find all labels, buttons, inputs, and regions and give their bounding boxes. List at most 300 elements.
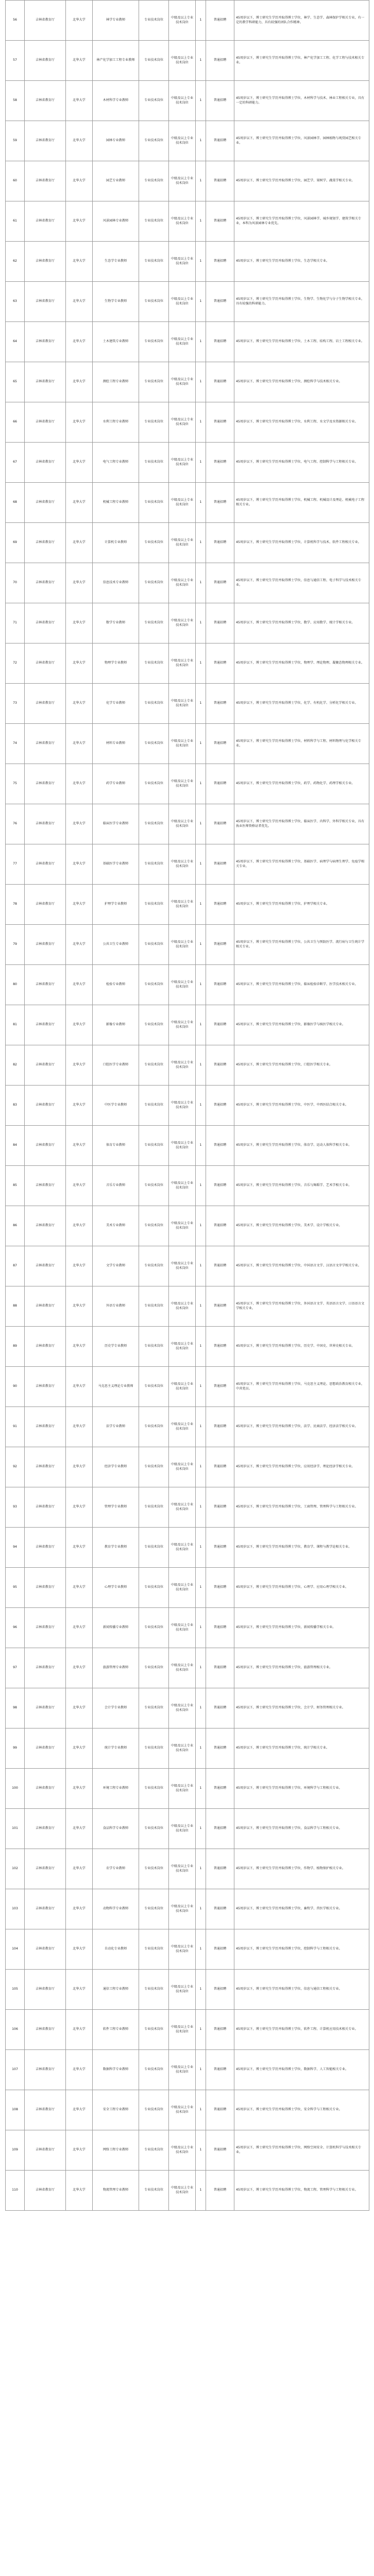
position-name-cell: 历史学专业教师 xyxy=(93,1327,139,1367)
row-number: 78 xyxy=(6,885,25,925)
position-name-cell: 音乐专业教师 xyxy=(93,1166,139,1206)
row-number: 82 xyxy=(6,1045,25,1086)
row-number: 93 xyxy=(6,1487,25,1528)
position-category-cell: 专业技术岗位 xyxy=(139,684,169,724)
table-row xyxy=(6,1166,369,1206)
table-row xyxy=(6,1728,369,1769)
requirements-cell: 45周岁以下，博士研究生学历并取得博士学位，信息与通信工程相关专业。 xyxy=(234,1970,369,2010)
department-cell: 吉林省教育厅 xyxy=(25,1528,66,1568)
headcount-cell: 1 xyxy=(196,2090,206,2130)
headcount-cell: 1 xyxy=(196,1407,206,1447)
row-number: 72 xyxy=(6,643,25,684)
headcount-cell: 1 xyxy=(196,684,206,724)
employer-cell: 北华大学 xyxy=(66,81,93,121)
table-row xyxy=(6,2130,369,2171)
employer-cell: 北华大学 xyxy=(66,402,93,443)
recruitment-target-cell: 普通招聘 xyxy=(206,402,234,443)
department-cell: 吉林省教育厅 xyxy=(25,885,66,925)
recruitment-target-cell: 普通招聘 xyxy=(206,1608,234,1648)
employer-cell: 北华大学 xyxy=(66,1849,93,1889)
recruitment-target-cell: 普通招聘 xyxy=(206,1005,234,1045)
position-level-cell: 中级及以上专业技术岗位 xyxy=(169,563,196,603)
headcount-cell: 1 xyxy=(196,563,206,603)
headcount-cell: 1 xyxy=(196,1367,206,1407)
row-number: 96 xyxy=(6,1608,25,1648)
department-cell: 吉林省教育厅 xyxy=(25,362,66,402)
row-number: 65 xyxy=(6,362,25,402)
headcount-cell: 1 xyxy=(196,1528,206,1568)
position-category-cell: 专业技术岗位 xyxy=(139,1367,169,1407)
recruitment-target-cell: 普通招聘 xyxy=(206,1929,234,1970)
position-name-cell: 公共卫生专业教师 xyxy=(93,925,139,965)
position-level-cell: 中级及以上专业技术岗位 xyxy=(169,603,196,643)
position-level-cell: 中级及以上专业技术岗位 xyxy=(169,1769,196,1809)
row-number: 92 xyxy=(6,1447,25,1487)
requirements-cell: 45周岁以下，博士研究生学历并取得博士学位，机械工程、机械设计及理论、机械电子工程相关专业。 xyxy=(234,483,369,523)
department-cell: 吉林省教育厅 xyxy=(25,1327,66,1367)
position-category-cell: 专业技术岗位 xyxy=(139,282,169,322)
position-name-cell: 生态学专业教师 xyxy=(93,242,139,282)
employer-cell: 北华大学 xyxy=(66,724,93,764)
row-number: 70 xyxy=(6,563,25,603)
table-row xyxy=(6,362,369,402)
employer-cell: 北华大学 xyxy=(66,1608,93,1648)
table-row xyxy=(6,1086,369,1126)
requirements-cell: 45周岁以下，博士研究生学历并取得博士学位，化学、有机化学、分析化学相关专业。 xyxy=(234,684,369,724)
position-category-cell: 专业技术岗位 xyxy=(139,1970,169,2010)
headcount-cell: 1 xyxy=(196,322,206,362)
requirements-cell: 45周岁以下，博士研究生学历并取得博士学位，木材科学与技术、林业工程相关专业，具有一定的科研能力。 xyxy=(234,81,369,121)
requirements-cell: 45周岁以下，博士研究生学历并取得博士学位，水利工程、水文学及水资源相关专业。 xyxy=(234,402,369,443)
headcount-cell: 1 xyxy=(196,1246,206,1286)
table-row xyxy=(6,1286,369,1327)
position-category-cell: 专业技术岗位 xyxy=(139,81,169,121)
recruitment-target-cell: 普通招聘 xyxy=(206,161,234,201)
employer-cell: 北华大学 xyxy=(66,1166,93,1206)
position-category-cell: 专业技术岗位 xyxy=(139,1728,169,1769)
department-cell: 吉林省教育厅 xyxy=(25,1005,66,1045)
employer-cell: 北华大学 xyxy=(66,242,93,282)
position-name-cell: 环境工程专业教师 xyxy=(93,1769,139,1809)
table-row xyxy=(6,764,369,804)
position-level-cell: 中级及以上专业技术岗位 xyxy=(169,1487,196,1528)
requirements-cell: 45周岁以下，博士研究生学历并取得博士学位，风景园林学、城乡规划学、建筑学相关专业，本科为风景园林专业优先。 xyxy=(234,201,369,242)
headcount-cell: 1 xyxy=(196,1970,206,2010)
row-number: 107 xyxy=(6,2050,25,2090)
table-row xyxy=(6,1045,369,1086)
table-row xyxy=(6,1970,369,2010)
headcount-cell: 1 xyxy=(196,1608,206,1648)
requirements-cell: 45周岁以下，博士研究生学历并取得博士学位，林学、生态学、森林保护学相关专业，有一定的教学科研能力，具有较强的团队合作精神。 xyxy=(234,1,369,41)
position-category-cell: 专业技术岗位 xyxy=(139,1447,169,1487)
position-name-cell: 文学专业教师 xyxy=(93,1246,139,1286)
position-level-cell: 中级及以上专业技术岗位 xyxy=(169,1970,196,2010)
requirements-cell: 45周岁以下，博士研究生学历并取得博士学位，应用经济学、理论经济学相关专业。 xyxy=(234,1447,369,1487)
employer-cell: 北华大学 xyxy=(66,925,93,965)
requirements-cell: 45周岁以下，博士研究生学历并取得博士学位，畜牧学、兽医学相关专业。 xyxy=(234,1889,369,1929)
position-category-cell: 专业技术岗位 xyxy=(139,2050,169,2090)
table-row xyxy=(6,885,369,925)
row-number: 104 xyxy=(6,1929,25,1970)
position-name-cell: 药学专业教师 xyxy=(93,764,139,804)
row-number: 99 xyxy=(6,1728,25,1769)
headcount-cell: 1 xyxy=(196,1166,206,1206)
position-level-cell: 中级及以上专业技术岗位 xyxy=(169,1728,196,1769)
department-cell: 吉林省教育厅 xyxy=(25,161,66,201)
department-cell: 吉林省教育厅 xyxy=(25,2171,66,2211)
employer-cell: 北华大学 xyxy=(66,1648,93,1688)
position-level-cell: 中级及以上专业技术岗位 xyxy=(169,2171,196,2211)
position-category-cell: 专业技术岗位 xyxy=(139,643,169,684)
employer-cell: 北华大学 xyxy=(66,1086,93,1126)
recruitment-target-cell: 普通招聘 xyxy=(206,1487,234,1528)
employer-cell: 北华大学 xyxy=(66,1206,93,1246)
position-category-cell: 专业技术岗位 xyxy=(139,322,169,362)
position-category-cell: 专业技术岗位 xyxy=(139,41,169,81)
position-level-cell: 中级及以上专业技术岗位 xyxy=(169,1648,196,1688)
table-row xyxy=(6,1688,369,1728)
employer-cell: 北华大学 xyxy=(66,1,93,41)
recruitment-target-cell: 普通招聘 xyxy=(206,1166,234,1206)
department-cell: 吉林省教育厅 xyxy=(25,443,66,483)
recruitment-target-cell: 普通招聘 xyxy=(206,121,234,161)
headcount-cell: 1 xyxy=(196,2050,206,2090)
position-level-cell: 中级及以上专业技术岗位 xyxy=(169,201,196,242)
requirements-cell: 45周岁以下，博士研究生学历并取得博士学位，作物学、植物保护相关专业。 xyxy=(234,1849,369,1889)
position-level-cell: 中级及以上专业技术岗位 xyxy=(169,643,196,684)
table-row xyxy=(6,1487,369,1528)
position-category-cell: 专业技术岗位 xyxy=(139,402,169,443)
employer-cell: 北华大学 xyxy=(66,362,93,402)
row-number: 75 xyxy=(6,764,25,804)
department-cell: 吉林省教育厅 xyxy=(25,1849,66,1889)
position-name-cell: 网络工程专业教师 xyxy=(93,2130,139,2171)
recruitment-target-cell: 普通招聘 xyxy=(206,1889,234,1929)
position-name-cell: 经济学专业教师 xyxy=(93,1447,139,1487)
position-category-cell: 专业技术岗位 xyxy=(139,2171,169,2211)
table-row xyxy=(6,81,369,121)
position-name-cell: 影像专业教师 xyxy=(93,1005,139,1045)
department-cell: 吉林省教育厅 xyxy=(25,121,66,161)
position-level-cell: 中级及以上专业技术岗位 xyxy=(169,402,196,443)
position-name-cell: 安全工程专业教师 xyxy=(93,2090,139,2130)
table-row xyxy=(6,1367,369,1407)
position-category-cell: 专业技术岗位 xyxy=(139,443,169,483)
employer-cell: 北华大学 xyxy=(66,1005,93,1045)
position-level-cell: 中级及以上专业技术岗位 xyxy=(169,1286,196,1327)
recruitment-target-cell: 普通招聘 xyxy=(206,1769,234,1809)
employer-cell: 北华大学 xyxy=(66,1487,93,1528)
recruitment-target-cell: 普通招聘 xyxy=(206,242,234,282)
recruitment-target-cell: 普通招聘 xyxy=(206,1568,234,1608)
position-level-cell: 中级及以上专业技术岗位 xyxy=(169,724,196,764)
headcount-cell: 1 xyxy=(196,724,206,764)
position-name-cell: 林产化学加工工程专业教师 xyxy=(93,41,139,81)
row-number: 71 xyxy=(6,603,25,643)
table-row xyxy=(6,1327,369,1367)
position-name-cell: 测绘工程专业教师 xyxy=(93,362,139,402)
table-row xyxy=(6,41,369,81)
position-name-cell: 化学专业教师 xyxy=(93,684,139,724)
employer-cell: 北华大学 xyxy=(66,41,93,81)
position-category-cell: 专业技术岗位 xyxy=(139,1849,169,1889)
headcount-cell: 1 xyxy=(196,1045,206,1086)
department-cell: 吉林省教育厅 xyxy=(25,41,66,81)
row-number: 87 xyxy=(6,1246,25,1286)
headcount-cell: 1 xyxy=(196,1929,206,1970)
position-level-cell: 中级及以上专业技术岗位 xyxy=(169,1206,196,1246)
position-name-cell: 动物科学专业教师 xyxy=(93,1889,139,1929)
recruitment-target-cell: 普通招聘 xyxy=(206,684,234,724)
department-cell: 吉林省教育厅 xyxy=(25,1447,66,1487)
position-level-cell: 中级及以上专业技术岗位 xyxy=(169,885,196,925)
table-row xyxy=(6,1126,369,1166)
position-category-cell: 专业技术岗位 xyxy=(139,764,169,804)
employer-cell: 北华大学 xyxy=(66,2090,93,2130)
position-level-cell: 中级及以上专业技术岗位 xyxy=(169,1367,196,1407)
row-number: 108 xyxy=(6,2090,25,2130)
table-row xyxy=(6,1447,369,1487)
row-number: 56 xyxy=(6,1,25,41)
table-row xyxy=(6,1,369,41)
headcount-cell: 1 xyxy=(196,2010,206,2050)
recruitment-target-cell: 普通招聘 xyxy=(206,844,234,885)
employer-cell: 北华大学 xyxy=(66,523,93,563)
recruitment-target-cell: 普通招聘 xyxy=(206,804,234,844)
requirements-cell: 45周岁以下，博士研究生学历并取得博士学位，中国语言文学、汉语言文字学相关专业。 xyxy=(234,1246,369,1286)
table-row xyxy=(6,161,369,201)
headcount-cell: 1 xyxy=(196,1005,206,1045)
department-cell: 吉林省教育厅 xyxy=(25,1,66,41)
employer-cell: 北华大学 xyxy=(66,2010,93,2050)
headcount-cell: 1 xyxy=(196,1286,206,1327)
row-number: 89 xyxy=(6,1327,25,1367)
position-category-cell: 专业技术岗位 xyxy=(139,1769,169,1809)
position-name-cell: 会计学专业教师 xyxy=(93,1688,139,1728)
headcount-cell: 1 xyxy=(196,1,206,41)
position-category-cell: 专业技术岗位 xyxy=(139,1688,169,1728)
requirements-cell: 45周岁以下，博士研究生学历并取得博士学位，马克思主义理论、思想政治教育相关专业，中共党员。 xyxy=(234,1367,369,1407)
headcount-cell: 1 xyxy=(196,201,206,242)
headcount-cell: 1 xyxy=(196,2130,206,2171)
headcount-cell: 1 xyxy=(196,1849,206,1889)
employer-cell: 北华大学 xyxy=(66,684,93,724)
requirements-cell: 45周岁以下，博士研究生学历并取得博士学位，土木工程、结构工程、岩土工程相关专业。 xyxy=(234,322,369,362)
department-cell: 吉林省教育厅 xyxy=(25,242,66,282)
recruitment-target-cell: 普通招聘 xyxy=(206,1,234,41)
recruitment-target-cell: 普通招聘 xyxy=(206,1648,234,1688)
department-cell: 吉林省教育厅 xyxy=(25,201,66,242)
position-category-cell: 专业技术岗位 xyxy=(139,1166,169,1206)
employer-cell: 北华大学 xyxy=(66,2171,93,2211)
recruitment-target-cell: 普通招聘 xyxy=(206,1688,234,1728)
position-level-cell: 中级及以上专业技术岗位 xyxy=(169,483,196,523)
position-level-cell: 中级及以上专业技术岗位 xyxy=(169,1849,196,1889)
position-category-cell: 专业技术岗位 xyxy=(139,1045,169,1086)
table-row xyxy=(6,603,369,643)
requirements-cell: 45周岁以下，博士研究生学历并取得博士学位，公共卫生与预防医学、流行病与卫生统计学相关专业。 xyxy=(234,925,369,965)
position-level-cell: 中级及以上专业技术岗位 xyxy=(169,764,196,804)
recruitment-target-cell: 普通招聘 xyxy=(206,643,234,684)
position-category-cell: 专业技术岗位 xyxy=(139,1809,169,1849)
position-name-cell: 电气工程专业教师 xyxy=(93,443,139,483)
requirements-cell: 45周岁以下，博士研究生学历并取得博士学位，基础医学、病理学与病理生理学、免疫学相关专业。 xyxy=(234,844,369,885)
table-row xyxy=(6,483,369,523)
position-level-cell: 中级及以上专业技术岗位 xyxy=(169,1246,196,1286)
employer-cell: 北华大学 xyxy=(66,1528,93,1568)
employer-cell: 北华大学 xyxy=(66,121,93,161)
row-number: 102 xyxy=(6,1849,25,1889)
position-level-cell: 中级及以上专业技术岗位 xyxy=(169,844,196,885)
department-cell: 吉林省教育厅 xyxy=(25,1688,66,1728)
requirements-cell: 45周岁以下，博士研究生学历并取得博士学位，统计学相关专业。 xyxy=(234,1728,369,1769)
headcount-cell: 1 xyxy=(196,1487,206,1528)
position-category-cell: 专业技术岗位 xyxy=(139,2010,169,2050)
position-category-cell: 专业技术岗位 xyxy=(139,121,169,161)
table-row xyxy=(6,1769,369,1809)
requirements-cell: 45周岁以下，博士研究生学历并取得博士学位，电气工程、控制科学与工程相关专业。 xyxy=(234,443,369,483)
position-category-cell: 专业技术岗位 xyxy=(139,242,169,282)
position-category-cell: 专业技术岗位 xyxy=(139,563,169,603)
position-category-cell: 专业技术岗位 xyxy=(139,362,169,402)
position-level-cell: 中级及以上专业技术岗位 xyxy=(169,1688,196,1728)
position-level-cell: 中级及以上专业技术岗位 xyxy=(169,684,196,724)
table-row xyxy=(6,563,369,603)
requirements-cell: 45周岁以下，博士研究生学历并取得博士学位，控制科学与工程相关专业。 xyxy=(234,1929,369,1970)
recruitment-target-cell: 普通招聘 xyxy=(206,483,234,523)
position-name-cell: 机械工程专业教师 xyxy=(93,483,139,523)
requirements-cell: 45周岁以下，博士研究生学历并取得博士学位，体育学、运动人体科学相关专业。 xyxy=(234,1126,369,1166)
position-category-cell: 专业技术岗位 xyxy=(139,1487,169,1528)
department-cell: 吉林省教育厅 xyxy=(25,1407,66,1447)
row-number: 74 xyxy=(6,724,25,764)
position-level-cell: 中级及以上专业技术岗位 xyxy=(169,322,196,362)
headcount-cell: 1 xyxy=(196,1447,206,1487)
position-level-cell: 中级及以上专业技术岗位 xyxy=(169,1407,196,1447)
position-name-cell: 水利工程专业教师 xyxy=(93,402,139,443)
position-level-cell: 中级及以上专业技术岗位 xyxy=(169,1447,196,1487)
headcount-cell: 1 xyxy=(196,362,206,402)
department-cell: 吉林省教育厅 xyxy=(25,1648,66,1688)
row-number: 61 xyxy=(6,201,25,242)
row-number: 59 xyxy=(6,121,25,161)
table-row xyxy=(6,1407,369,1447)
requirements-cell: 45周岁以下，博士研究生学历并取得博士学位，临床医学、内科学、外科学相关专业，具有执业医师资格证者优先。 xyxy=(234,804,369,844)
headcount-cell: 1 xyxy=(196,603,206,643)
requirements-cell: 45周岁以下，博士研究生学历并取得博士学位，中医学、中西医结合相关专业。 xyxy=(234,1086,369,1126)
position-level-cell: 中级及以上专业技术岗位 xyxy=(169,2090,196,2130)
department-cell: 吉林省教育厅 xyxy=(25,764,66,804)
department-cell: 吉林省教育厅 xyxy=(25,804,66,844)
row-number: 101 xyxy=(6,1809,25,1849)
requirements-cell: 45周岁以下，博士研究生学历并取得博士学位，护理学相关专业。 xyxy=(234,885,369,925)
requirements-cell: 45周岁以下，博士研究生学历并取得博士学位，临床检验诊断学、医学技术相关专业。 xyxy=(234,965,369,1005)
department-cell: 吉林省教育厅 xyxy=(25,2090,66,2130)
position-name-cell: 管理学专业教师 xyxy=(93,1487,139,1528)
requirements-cell: 45周岁以下，博士研究生学历并取得博士学位，计算机科学与技术、软件工程相关专业。 xyxy=(234,523,369,563)
position-category-cell: 专业技术岗位 xyxy=(139,523,169,563)
employer-cell: 北华大学 xyxy=(66,1889,93,1929)
recruitment-target-cell: 普通招聘 xyxy=(206,1086,234,1126)
headcount-cell: 1 xyxy=(196,161,206,201)
headcount-cell: 1 xyxy=(196,41,206,81)
table-row xyxy=(6,1889,369,1929)
row-number: 98 xyxy=(6,1688,25,1728)
recruitment-target-cell: 普通招聘 xyxy=(206,1126,234,1166)
employer-cell: 北华大学 xyxy=(66,443,93,483)
position-name-cell: 风景园林专业教师 xyxy=(93,201,139,242)
position-name-cell: 基础医学专业教师 xyxy=(93,844,139,885)
employer-cell: 北华大学 xyxy=(66,282,93,322)
recruitment-target-cell: 普通招聘 xyxy=(206,1246,234,1286)
position-category-cell: 专业技术岗位 xyxy=(139,804,169,844)
position-category-cell: 专业技术岗位 xyxy=(139,2090,169,2130)
recruitment-target-cell: 普通招聘 xyxy=(206,885,234,925)
recruitment-target-cell: 普通招聘 xyxy=(206,1327,234,1367)
position-level-cell: 中级及以上专业技术岗位 xyxy=(169,1889,196,1929)
employer-cell: 北华大学 xyxy=(66,1728,93,1769)
position-category-cell: 专业技术岗位 xyxy=(139,1407,169,1447)
row-number: 68 xyxy=(6,483,25,523)
position-name-cell: 软件工程专业教师 xyxy=(93,2010,139,2050)
table-row xyxy=(6,523,369,563)
recruitment-target-cell: 普通招聘 xyxy=(206,1286,234,1327)
employer-cell: 北华大学 xyxy=(66,603,93,643)
employer-cell: 北华大学 xyxy=(66,1568,93,1608)
row-number: 94 xyxy=(6,1528,25,1568)
department-cell: 吉林省教育厅 xyxy=(25,844,66,885)
department-cell: 吉林省教育厅 xyxy=(25,81,66,121)
row-number: 90 xyxy=(6,1367,25,1407)
position-name-cell: 临床医学专业教师 xyxy=(93,804,139,844)
employer-cell: 北华大学 xyxy=(66,483,93,523)
recruitment-target-cell: 普通招聘 xyxy=(206,322,234,362)
requirements-cell: 45周岁以下，博士研究生学历并取得博士学位，美术学、设计学相关专业。 xyxy=(234,1206,369,1246)
recruitment-target-cell: 普通招聘 xyxy=(206,1528,234,1568)
row-number: 62 xyxy=(6,242,25,282)
position-name-cell: 检验专业教师 xyxy=(93,965,139,1005)
row-number: 95 xyxy=(6,1568,25,1608)
position-category-cell: 专业技术岗位 xyxy=(139,1608,169,1648)
employer-cell: 北华大学 xyxy=(66,161,93,201)
department-cell: 吉林省教育厅 xyxy=(25,483,66,523)
requirements-cell: 45周岁以下，博士研究生学历并取得博士学位，食品科学与工程相关专业。 xyxy=(234,1809,369,1849)
position-name-cell: 园林专业教师 xyxy=(93,121,139,161)
row-number: 58 xyxy=(6,81,25,121)
position-category-cell: 专业技术岗位 xyxy=(139,1,169,41)
department-cell: 吉林省教育厅 xyxy=(25,965,66,1005)
headcount-cell: 1 xyxy=(196,965,206,1005)
position-level-cell: 中级及以上专业技术岗位 xyxy=(169,282,196,322)
position-name-cell: 林学专业教师 xyxy=(93,1,139,41)
position-level-cell: 中级及以上专业技术岗位 xyxy=(169,1086,196,1126)
headcount-cell: 1 xyxy=(196,2171,206,2211)
position-name-cell: 通信工程专业教师 xyxy=(93,1970,139,2010)
position-category-cell: 专业技术岗位 xyxy=(139,1126,169,1166)
position-category-cell: 专业技术岗位 xyxy=(139,1246,169,1286)
department-cell: 吉林省教育厅 xyxy=(25,1728,66,1769)
position-category-cell: 专业技术岗位 xyxy=(139,603,169,643)
headcount-cell: 1 xyxy=(196,443,206,483)
recruitment-target-cell: 普通招聘 xyxy=(206,2090,234,2130)
employer-cell: 北华大学 xyxy=(66,804,93,844)
headcount-cell: 1 xyxy=(196,1206,206,1246)
row-number: 91 xyxy=(6,1407,25,1447)
position-name-cell: 材料专业教师 xyxy=(93,724,139,764)
table-row xyxy=(6,2010,369,2050)
position-level-cell: 中级及以上专业技术岗位 xyxy=(169,1126,196,1166)
department-cell: 吉林省教育厅 xyxy=(25,1608,66,1648)
